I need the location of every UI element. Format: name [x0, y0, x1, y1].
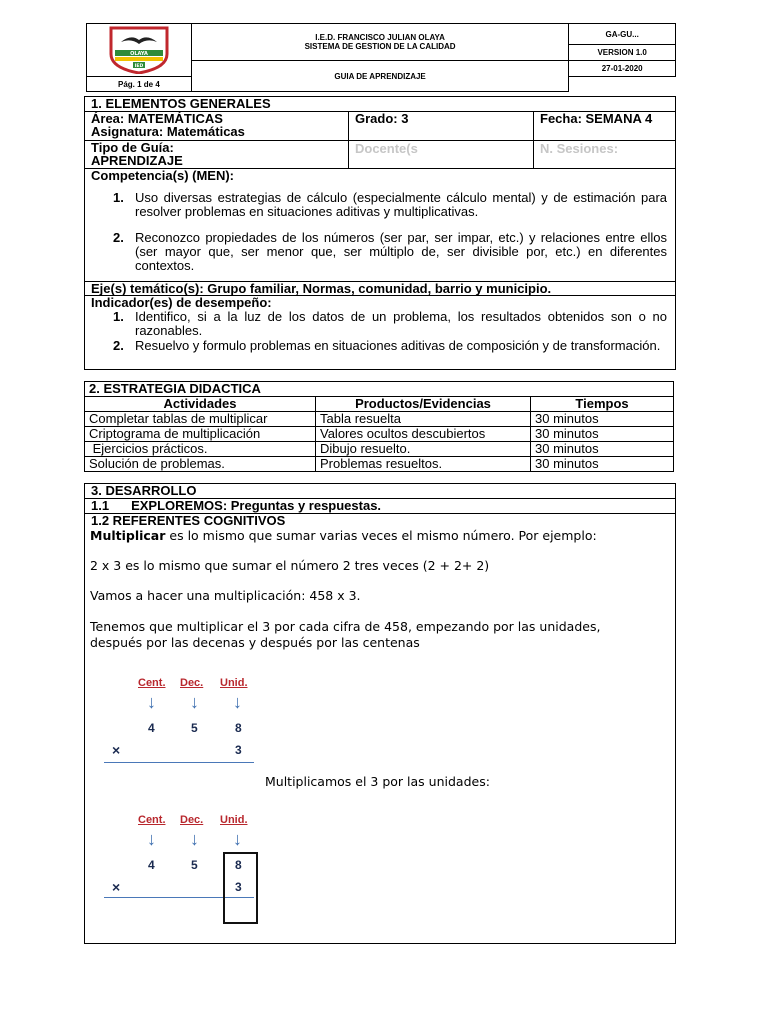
logo-seal-text: IED	[134, 64, 144, 69]
strategy-section	[84, 381, 676, 472]
school-crest-icon	[107, 24, 171, 74]
col-label-unid: Unid.	[220, 814, 248, 826]
referentes-title: 1.2 REFERENTES COGNITIVOS	[91, 513, 286, 528]
doc-code: GA-GU...	[569, 24, 676, 45]
multiplier: 3	[235, 743, 242, 757]
institution-name: I.E.D. FRANCISCO JULIAN OLAYA	[315, 33, 445, 42]
list-item: 1. Uso diversas estrategias de cálculo (especialmente cálculo mental) y de estimación para resolver problemas en situaciones aditivas y multiplicativas.	[113, 190, 667, 219]
definition: Multiplicar es lo mismo que sumar varias veces el mismo número. Por ejemplo:	[90, 528, 597, 543]
doc-title: GUIA DE APRENDIZAJE	[191, 61, 569, 92]
competencia-title: Competencia(s) (MEN):	[91, 168, 235, 183]
explore-number: 1.1	[91, 498, 110, 513]
doc-version: VERSION 1.0	[569, 45, 676, 61]
col-header-actividades: Actividades	[85, 397, 316, 412]
digit-tens: 5	[191, 721, 198, 735]
sesiones-label: N. Sesiones:	[540, 141, 619, 156]
quality-system: SISTEMA DE GESTION DE LA CALIDAD	[304, 42, 456, 51]
indicadores-row	[85, 296, 675, 369]
list-item: 2. Reconozco propiedades de los números (ser par, ser impar, etc.) y relaciones entre ellos (ser mayor que, ser menor que, ser múltiplo de, ser divisible por, etc.) en diferentes contextos.	[113, 230, 667, 273]
table-row: Completar tablas de multiplicar Tabla resuelta 30 minutos	[85, 412, 674, 427]
doc-date: 27-01-2020	[569, 61, 676, 77]
explore-text: EXPLOREMOS: Preguntas y respuestas.	[131, 498, 382, 513]
tipo-label: Tipo de Guía:	[91, 140, 174, 155]
arrow-down-icon: ↓	[233, 692, 242, 712]
tipo-value: APRENDIZAJE	[91, 153, 183, 168]
times-sign: ×	[112, 742, 121, 758]
arrow-down-icon: ↓	[233, 829, 242, 849]
arrow-down-icon: ↓	[190, 829, 199, 849]
tipo-row	[85, 141, 675, 169]
asignatura: Asignatura: Matemáticas	[91, 124, 245, 139]
institution-cell	[191, 24, 569, 61]
table-row: Ejercicios prácticos. Dibujo resuelto. 30 minutos	[85, 442, 674, 457]
col-header-tiempos: Tiempos	[531, 397, 674, 412]
competencias-list	[85, 191, 675, 273]
col-label-dec: Dec.	[180, 677, 204, 689]
strategy-table	[84, 381, 674, 472]
digit-tens: 5	[191, 858, 198, 872]
col-label-unid: Unid.	[220, 677, 248, 689]
grado: Grado: 3	[349, 112, 534, 140]
list-item: 2. Resuelvo y formulo problemas en situaciones aditivas de composición y de transformación.	[113, 338, 661, 353]
area: Área: MATEMÁTICAS	[91, 111, 223, 126]
table-row: Solución de problemas. Problemas resueltos. 30 minutos	[85, 457, 674, 472]
section-title: 2. ESTRATEGIA DIDACTICA	[85, 382, 674, 397]
col-label-dec: Dec.	[180, 814, 204, 826]
digit-hundreds: 4	[148, 721, 155, 735]
indicador-title: Indicador(es) de desempeño:	[91, 295, 272, 310]
lets-multiply: Vamos a hacer una multiplicación: 458 x 3.	[90, 588, 361, 603]
explain-line-1: Tenemos que multiplicar el 3 por cada cifra de 458, empezando por las unidades,	[90, 619, 601, 634]
explore-row	[85, 499, 675, 514]
table-row: Criptograma de multiplicación Valores ocultos descubiertos 30 minutos	[85, 427, 674, 442]
general-elements-section	[84, 96, 676, 370]
digit-units: 8	[235, 721, 242, 735]
arrow-down-icon: ↓	[190, 692, 199, 712]
digit-hundreds: 4	[148, 858, 155, 872]
fecha: Fecha: SEMANA 4	[540, 111, 653, 126]
diagram-caption: Multiplicamos el 3 por las unidades:	[265, 774, 490, 789]
col-label-cent: Cent.	[138, 677, 166, 689]
digit-units: 8	[235, 858, 242, 872]
arrow-down-icon: ↓	[147, 829, 156, 849]
docente-label: Docente(s	[349, 141, 534, 168]
example: 2 x 3 es lo mismo que sumar el número 2 tres veces (2 + 2+ 2)	[90, 558, 490, 573]
development-section	[84, 483, 676, 944]
explain-line-2: después por las decenas y después por las centenas	[90, 635, 420, 650]
result-line	[104, 762, 254, 763]
logo-band-text: OLAYA	[129, 51, 148, 57]
times-sign: ×	[112, 879, 121, 895]
arrow-down-icon: ↓	[147, 692, 156, 712]
multiplier: 3	[235, 880, 242, 894]
col-header-productos: Productos/Evidencias	[316, 397, 531, 412]
indicadores-list	[85, 310, 675, 353]
section-title: 1. ELEMENTOS GENERALES	[85, 97, 675, 112]
list-item: 1. Identifico, si a la luz de los datos de un problema, los resultados obtenidos son o no razonables.	[113, 309, 667, 338]
logo-cell	[87, 24, 192, 77]
doc-page: Pág. 1 de 4	[87, 77, 192, 92]
area-row	[85, 112, 675, 141]
eje-tematico: Eje(s) temático(s): Grupo familiar, Normas, comunidad, barrio y municipio.	[85, 282, 675, 296]
col-label-cent: Cent.	[138, 814, 166, 826]
competencias-row	[85, 169, 675, 282]
document-header	[86, 23, 676, 92]
units-highlight-box	[223, 852, 258, 924]
section-title: 3. DESARROLLO	[85, 484, 675, 499]
